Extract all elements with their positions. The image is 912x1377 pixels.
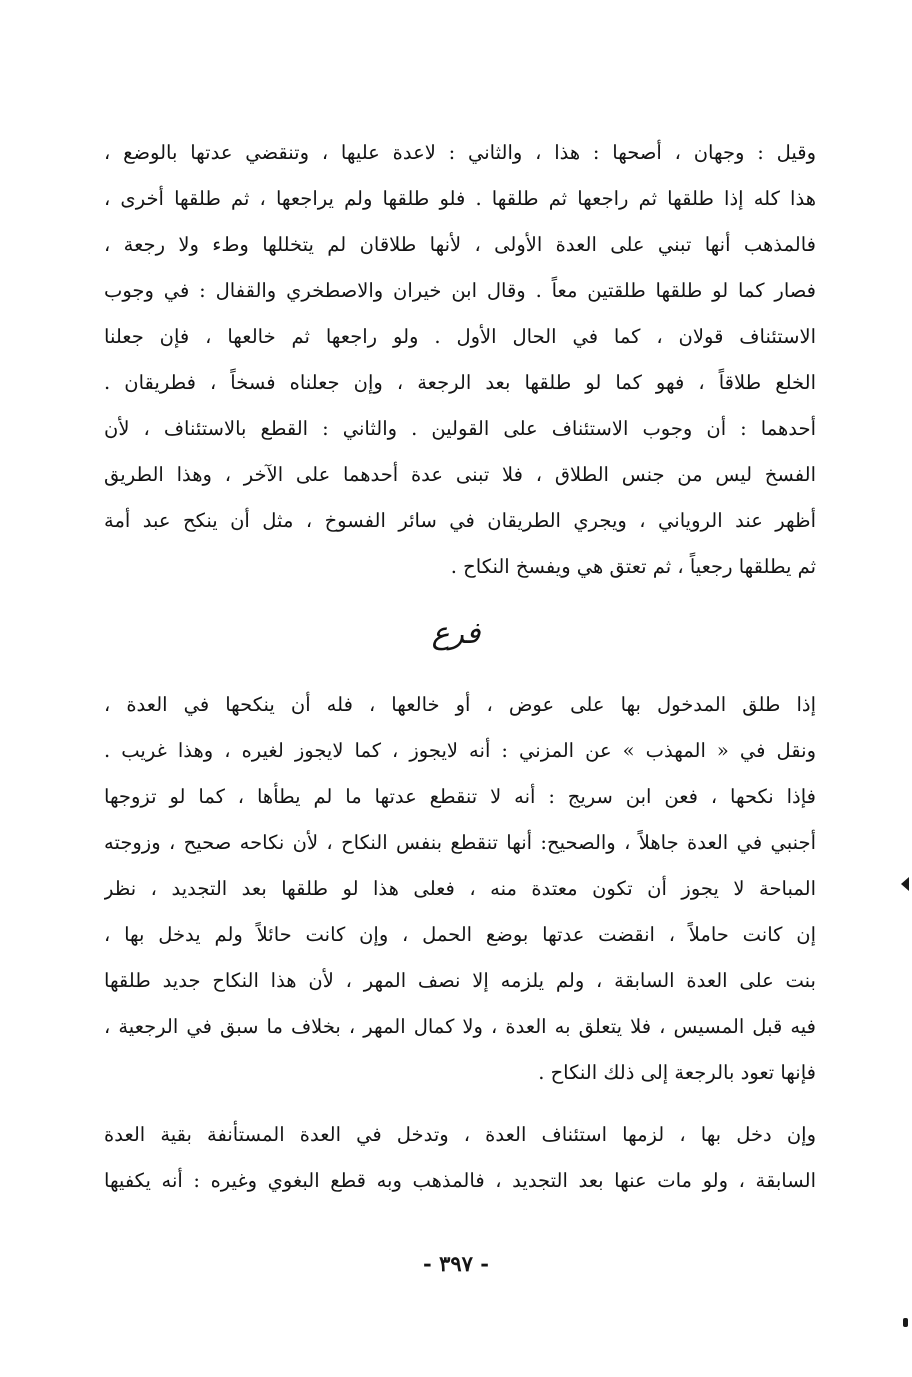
text-line: السابقة ، ولو مات عنها بعد التجديد ، فالمذهب وبه قطع البغوي وغيره : أنه يكفيها [104,1169,816,1192]
text-line: الاستئناف قولان ، كما في الحال الأول . ولو راجعها ثم خالعها ، فإن جعلنا [104,325,816,348]
text-line: هذا كله إذا طلقها ثم راجعها ثم طلقها . فلو طلقها ولم يراجعها ، ثم طلقها أخرى ، [104,187,816,210]
page-number: - ٣٩٧ - [423,1251,489,1276]
text-line: إذا طلق المدخول بها على عوض ، أو خالعها ، فله أن ينكحها في العدة ، [104,693,816,716]
text-line: ونقل في « المهذب » عن المزني : أنه لايجوز ، كما لايجوز لغيره ، وهذا غريب . [104,739,816,762]
text-line: المباحة لا يجوز أن تكون معتدة منه ، فعلى هذا لو طلقها بعد التجديد ، نظر [104,877,816,900]
text-line: الخلع طلاقاً ، فهو كما لو طلقها بعد الرجعة ، وإن جعلناه فسخاً ، فطريقان . [104,371,816,394]
text-line: فإذا نكحها ، فعن ابن سريج : أنه لا تنقطع عدتها ما لم يطأها ، كما لو تزوجها [104,785,816,808]
text-line: أحدهما : أن وجوب الاستئناف على القولين . والثاني : القطع بالاستئناف ، لأن [104,417,816,440]
text-line: وقيل : وجهان ، أصحها : هذا ، والثاني : لاعدة عليها ، وتنقضي عدتها بالوضع ، [104,141,816,164]
text-line: أجنبي في العدة جاهلاً ، والصحيح: أنها تنقطع بنفس النكاح ، لأن نكاحه صحيح ، وزوجته [104,831,816,854]
text-line: بنت على العدة السابقة ، ولم يلزمه إلا نصف المهر ، لأن هذا النكاح جديد طلقها [104,969,816,992]
text-line: إن كانت حاملاً ، انقضت عدتها بوضع الحمل ، وإن كانت حائلاً ولم يدخل بها ، [104,923,816,946]
text-line: الفسخ ليس من جنس الطلاق ، فلا تبنى عدة أحدهما على الآخر ، وهذا الطريق [104,463,816,486]
text-line: فيه قبل المسيس ، فلا يتعلق به العدة ، ولا كمال المهر ، بخلاف ما سبق في الرجعية ، [104,1015,816,1038]
paragraph-2 [104,682,816,1096]
text-line: وإن دخل بها ، لزمها استئناف العدة ، وتدخل في العدة المستأنفة بقية العدة [104,1123,816,1146]
paragraph-3 [104,1112,816,1204]
margin-mark-icon [901,877,909,891]
text-line: فالمذهب أنها تبني على العدة الأولى ، لأنها طلاقان لم يتخللها وطء ولا رجعة ، [104,233,816,256]
text-line: فصار كما لو طلقها طلقتين معاً . وقال ابن خيران والاصطخري والقفال : في وجوب [104,279,816,302]
text-line: ثم يطلقها رجعياً ، ثم تعتق هي ويفسخ النكاح . [450,555,816,578]
ink-dot-icon [903,1318,908,1327]
paragraph-1 [104,130,816,590]
text-line: أظهر عند الروياني ، ويجري الطريقان في سائر الفسوخ ، مثل أن ينكح عبد أمة [104,509,816,532]
section-heading: فرع [431,616,481,651]
text-line: فإنها تعود بالرجعة إلى ذلك النكاح . [538,1061,816,1084]
